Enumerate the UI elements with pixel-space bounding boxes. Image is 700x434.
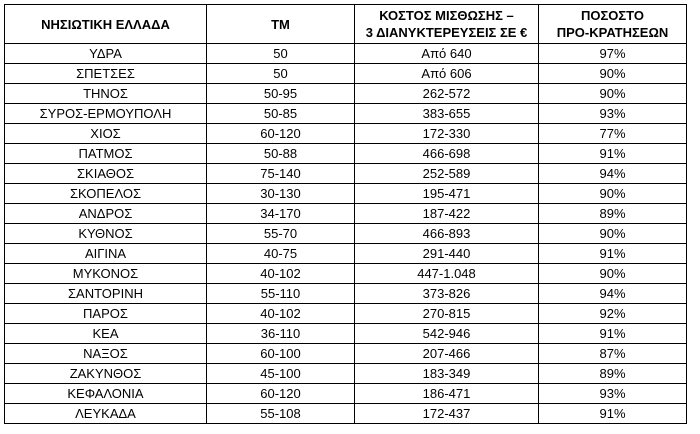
header-sqm	[207, 5, 355, 44]
sqm-cell: 40-102	[207, 304, 355, 324]
island-cell: ΣΚΙΑΘΟΣ	[5, 164, 207, 184]
island-cell: ΝΑΞΟΣ	[5, 344, 207, 364]
cost-cell: Από 606	[355, 64, 539, 84]
island-cell: ΥΔΡΑ	[5, 44, 207, 64]
table-row	[5, 124, 687, 144]
header-cost	[355, 5, 539, 44]
table-row	[5, 84, 687, 104]
booking-rate-cell: 91%	[539, 144, 687, 164]
table-row	[5, 384, 687, 404]
booking-rate-cell: 89%	[539, 204, 687, 224]
cost-cell: 466-698	[355, 144, 539, 164]
booking-rate-cell: 94%	[539, 164, 687, 184]
booking-rate-cell: 93%	[539, 384, 687, 404]
sqm-cell: 50-85	[207, 104, 355, 124]
table-row	[5, 44, 687, 64]
cost-cell: 542-946	[355, 324, 539, 344]
sqm-cell: 36-110	[207, 324, 355, 344]
booking-rate-cell: 97%	[539, 44, 687, 64]
table-row	[5, 184, 687, 204]
island-cell: ΣΑΝΤΟΡΙΝΗ	[5, 284, 207, 304]
island-cell: ΣΥΡΟΣ-ΕΡΜΟΥΠΟΛΗ	[5, 104, 207, 124]
table-row	[5, 304, 687, 324]
booking-rate-cell: 91%	[539, 324, 687, 344]
table-row	[5, 144, 687, 164]
island-cell: ΤΗΝΟΣ	[5, 84, 207, 104]
sqm-cell: 45-100	[207, 364, 355, 384]
sqm-cell: 50	[207, 64, 355, 84]
table-header-row	[5, 5, 687, 44]
booking-rate-cell: 90%	[539, 264, 687, 284]
booking-rate-cell: 90%	[539, 84, 687, 104]
header-rate-line1: ΠΟΣΟΣΤΟ	[580, 8, 645, 23]
table-row	[5, 364, 687, 384]
cost-cell: 383-655	[355, 104, 539, 124]
booking-rate-cell: 91%	[539, 244, 687, 264]
island-cell: ΛΕΥΚΑΔΑ	[5, 404, 207, 424]
cost-cell: 195-471	[355, 184, 539, 204]
cost-cell: 172-330	[355, 124, 539, 144]
booking-rate-cell: 87%	[539, 344, 687, 364]
cost-cell: 183-349	[355, 364, 539, 384]
island-cell: ΚΕΑ	[5, 324, 207, 344]
booking-rate-cell: 89%	[539, 364, 687, 384]
island-cell: ΠΑΡΟΣ	[5, 304, 207, 324]
cost-cell: 207-466	[355, 344, 539, 364]
cost-cell: 187-422	[355, 204, 539, 224]
table-row	[5, 204, 687, 224]
booking-rate-cell: 90%	[539, 184, 687, 204]
table-row	[5, 164, 687, 184]
header-booking-rate	[539, 5, 687, 44]
sqm-cell: 30-130	[207, 184, 355, 204]
island-cell: ΜΥΚΟΝΟΣ	[5, 264, 207, 284]
table-row	[5, 224, 687, 244]
island-cell: ΠΑΤΜΟΣ	[5, 144, 207, 164]
cost-cell: 172-437	[355, 404, 539, 424]
booking-rate-cell: 93%	[539, 104, 687, 124]
sqm-cell: 60-100	[207, 344, 355, 364]
booking-rate-cell: 92%	[539, 304, 687, 324]
sqm-cell: 40-75	[207, 244, 355, 264]
booking-rate-cell: 94%	[539, 284, 687, 304]
sqm-cell: 34-170	[207, 204, 355, 224]
island-cell: ΧΙΟΣ	[5, 124, 207, 144]
cost-cell: 252-589	[355, 164, 539, 184]
table-row	[5, 324, 687, 344]
header-cost-line1: ΚΟΣΤΟΣ ΜΙΣΘΩΣΗΣ –	[379, 8, 514, 23]
cost-cell: 291-440	[355, 244, 539, 264]
header-island-label: ΝΗΣΙΩΤΙΚΗ ΕΛΛΑΔΑ	[41, 16, 170, 32]
sqm-cell: 55-110	[207, 284, 355, 304]
table-row	[5, 284, 687, 304]
table-row	[5, 344, 687, 364]
sqm-cell: 40-102	[207, 264, 355, 284]
sqm-cell: 55-70	[207, 224, 355, 244]
cost-cell: 262-572	[355, 84, 539, 104]
island-cell: ΖΑΚΥΝΘΟΣ	[5, 364, 207, 384]
sqm-cell: 50-88	[207, 144, 355, 164]
header-sqm-label: ΤΜ	[271, 16, 290, 32]
cost-cell: 466-893	[355, 224, 539, 244]
table-row	[5, 244, 687, 264]
island-cell: ΑΝΔΡΟΣ	[5, 204, 207, 224]
table-row	[5, 104, 687, 124]
table-row	[5, 264, 687, 284]
island-rental-table	[4, 4, 687, 424]
sqm-cell: 60-120	[207, 124, 355, 144]
table-row	[5, 64, 687, 84]
sqm-cell: 60-120	[207, 384, 355, 404]
booking-rate-cell: 91%	[539, 404, 687, 424]
header-island	[5, 5, 207, 44]
sqm-cell: 55-108	[207, 404, 355, 424]
table-body	[5, 44, 687, 424]
sqm-cell: 75-140	[207, 164, 355, 184]
cost-cell: Από 640	[355, 44, 539, 64]
cost-cell: 270-815	[355, 304, 539, 324]
island-cell: ΚΥΘΝΟΣ	[5, 224, 207, 244]
cost-cell: 447-1.048	[355, 264, 539, 284]
booking-rate-cell: 77%	[539, 124, 687, 144]
island-cell: ΣΠΕΤΣΕΣ	[5, 64, 207, 84]
sqm-cell: 50-95	[207, 84, 355, 104]
header-cost-line2: 3 ΔΙΑΝΥΚΤΕΡΕΥΣΕΙΣ ΣΕ €	[365, 25, 528, 40]
island-cell: ΚΕΦΑΛΟΝΙΑ	[5, 384, 207, 404]
table-row	[5, 404, 687, 424]
booking-rate-cell: 90%	[539, 64, 687, 84]
island-cell: ΑΙΓΙΝΑ	[5, 244, 207, 264]
header-rate-line2: ΠΡΟ-ΚΡΑΤΗΣΕΩΝ	[556, 25, 669, 40]
island-cell: ΣΚΟΠΕΛΟΣ	[5, 184, 207, 204]
sqm-cell: 50	[207, 44, 355, 64]
cost-cell: 373-826	[355, 284, 539, 304]
cost-cell: 186-471	[355, 384, 539, 404]
booking-rate-cell: 90%	[539, 224, 687, 244]
